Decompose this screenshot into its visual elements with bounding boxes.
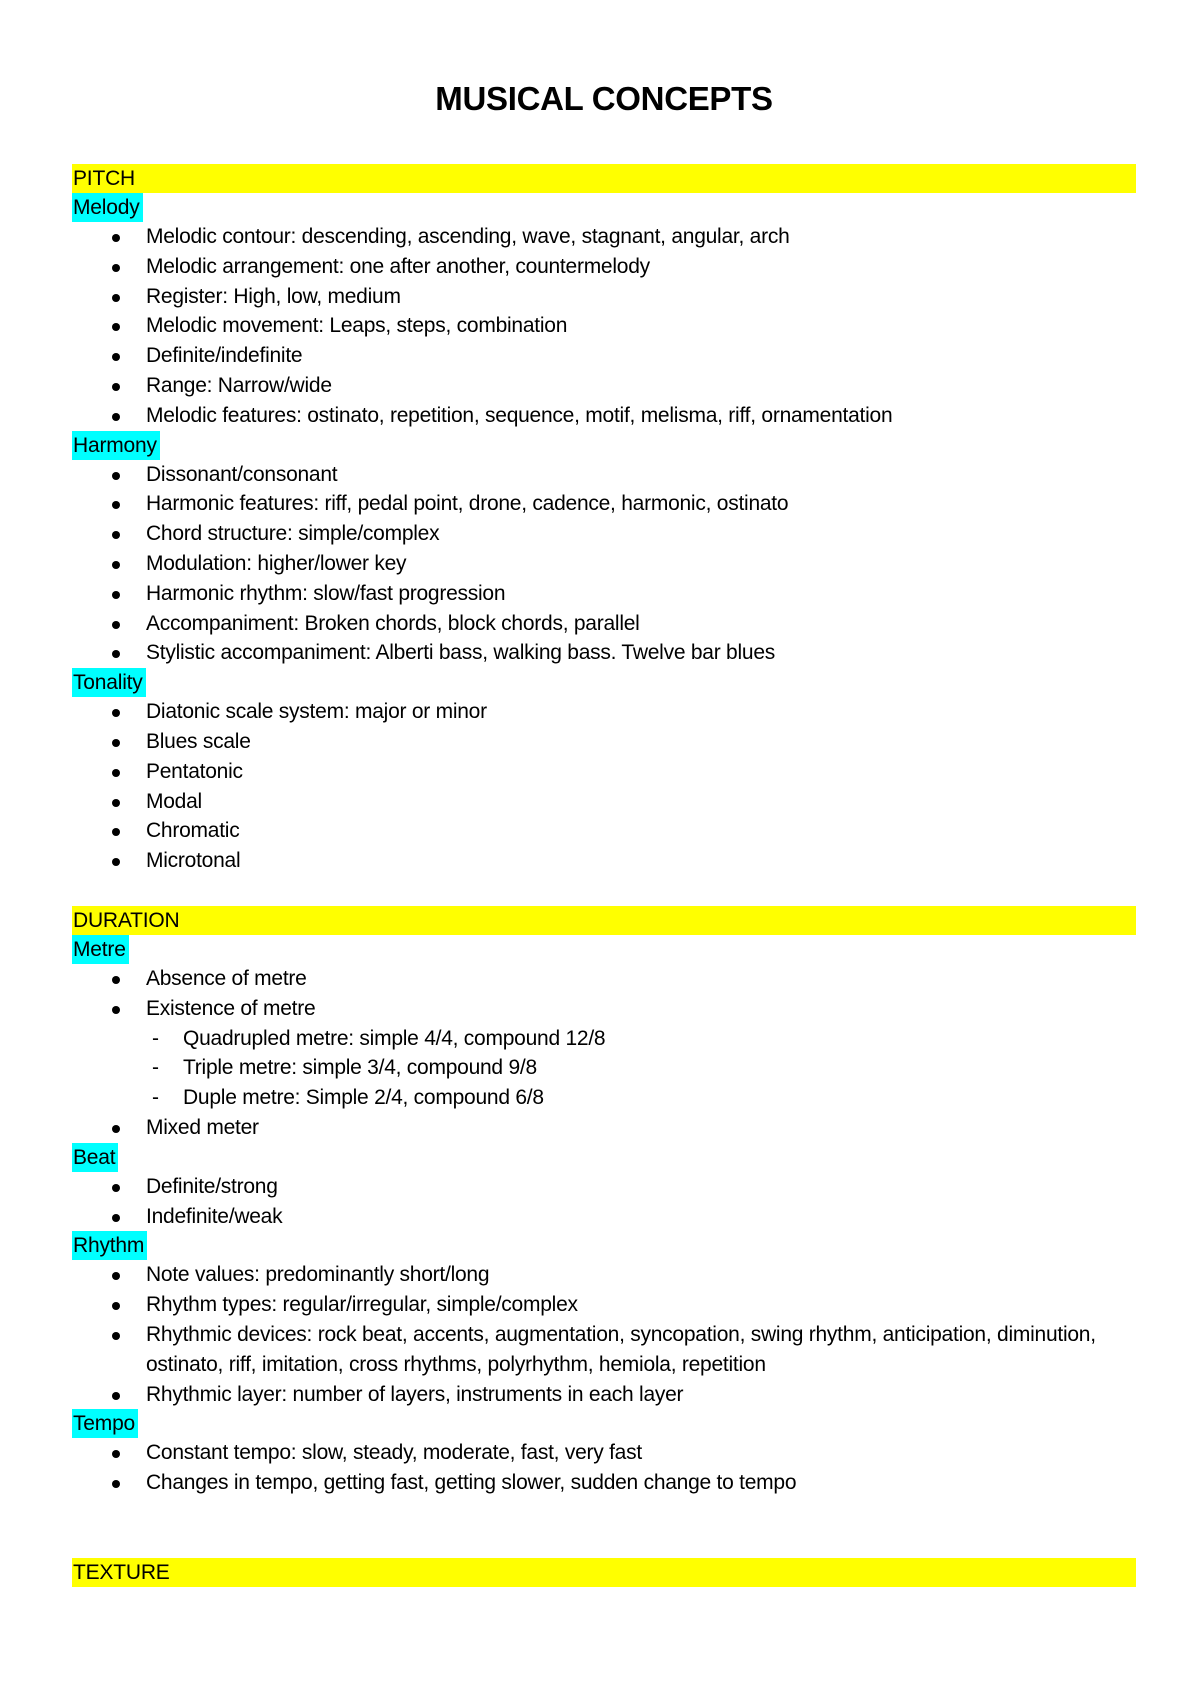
subsection-heading-beat: Beat: [72, 1143, 118, 1172]
list-item: Note values: predominantly short/long: [72, 1260, 1136, 1290]
list-item: Accompaniment: Broken chords, block chords, parallel: [72, 609, 1136, 639]
list-item: Definite/strong: [72, 1172, 1136, 1202]
list-item: Range: Narrow/wide: [72, 371, 1136, 401]
list-item: Melodic arrangement: one after another, countermelody: [72, 252, 1136, 282]
list-item: Register: High, low, medium: [72, 282, 1136, 312]
bullet-list: [72, 964, 1136, 1024]
list-item: Rhythmic devices: rock beat, accents, augmentation, syncopation, swing rhythm, anticipation, diminution, ostinato, riff, imitation, cross rhythms, polyrhythm, hemiola, repetition: [72, 1320, 1136, 1380]
list-item: Diatonic scale system: major or minor: [72, 697, 1136, 727]
bullet-list: [72, 1113, 1136, 1143]
bullet-icon: [112, 1480, 120, 1488]
bullet-icon: [112, 383, 120, 391]
bullet-icon: [112, 1214, 120, 1222]
bullet-icon: [112, 1184, 120, 1192]
bullet-icon: [112, 1392, 120, 1400]
bullet-icon: [112, 828, 120, 836]
list-item: Stylistic accompaniment: Alberti bass, walking bass. Twelve bar blues: [72, 638, 1136, 668]
bullet-icon: [112, 264, 120, 272]
bullet-icon: [112, 501, 120, 509]
bullet-icon: [112, 739, 120, 747]
bullet-icon: [112, 561, 120, 569]
section-heading: PITCH: [72, 164, 1136, 193]
bullet-icon: [112, 1006, 120, 1014]
document-title: MUSICAL CONCEPTS: [435, 80, 773, 117]
bullet-list: [72, 1172, 1136, 1232]
subsection-heading-tonality: Tonality: [72, 668, 146, 697]
bullet-icon: [112, 621, 120, 629]
subsection-heading-metre: Metre: [72, 935, 129, 964]
list-item: Microtonal: [72, 846, 1136, 876]
list-item: Modal: [72, 787, 1136, 817]
dash-list-item: - Triple metre: simple 3/4, compound 9/8: [72, 1053, 1136, 1083]
list-item: Definite/indefinite: [72, 341, 1136, 371]
bullet-icon: [112, 1125, 120, 1133]
bullet-icon: [112, 472, 120, 480]
bullet-icon: [112, 709, 120, 717]
section-texture: [72, 1558, 1136, 1587]
list-item: Harmonic rhythm: slow/fast progression: [72, 579, 1136, 609]
bullet-icon: [112, 1302, 120, 1310]
dash-icon: -: [152, 1026, 159, 1050]
bullet-list: [72, 697, 1136, 876]
bullet-icon: [112, 858, 120, 866]
list-item: Constant tempo: slow, steady, moderate, fast, very fast: [72, 1438, 1136, 1468]
bullet-list: [72, 1438, 1136, 1498]
list-item: Absence of metre: [72, 964, 1136, 994]
list-item: Dissonant/consonant: [72, 460, 1136, 490]
list-item: Changes in tempo, getting fast, getting slower, sudden change to tempo: [72, 1468, 1136, 1498]
bullet-list: [72, 1260, 1136, 1409]
list-item: Modulation: higher/lower key: [72, 549, 1136, 579]
list-item: Rhythmic layer: number of layers, instruments in each layer: [72, 1380, 1136, 1410]
subsection-heading-rhythm: Rhythm: [72, 1231, 147, 1260]
subsection-heading-melody: Melody: [72, 193, 143, 222]
list-item: Pentatonic: [72, 757, 1136, 787]
dash-list-item: - Quadrupled metre: simple 4/4, compound 12/8: [72, 1024, 1136, 1054]
subsection-heading-tempo: Tempo: [72, 1409, 138, 1438]
subsection-heading-harmony: Harmony: [72, 431, 160, 460]
bullet-icon: [112, 531, 120, 539]
bullet-icon: [112, 234, 120, 242]
section-heading: DURATION: [72, 906, 1136, 935]
bullet-list: [72, 222, 1136, 431]
bullet-icon: [112, 413, 120, 421]
list-item: Melodic movement: Leaps, steps, combination: [72, 311, 1136, 341]
bullet-icon: [112, 976, 120, 984]
list-item: Melodic features: ostinato, repetition, sequence, motif, melisma, riff, ornamentation: [72, 401, 1136, 431]
bullet-list: [72, 460, 1136, 669]
list-item: Existence of metre: [72, 994, 1136, 1024]
bullet-icon: [112, 323, 120, 331]
list-item: Chromatic: [72, 816, 1136, 846]
bullet-icon: [112, 353, 120, 361]
list-item: Mixed meter: [72, 1113, 1136, 1143]
list-item: Harmonic features: riff, pedal point, drone, cadence, harmonic, ostinato: [72, 489, 1136, 519]
dash-list-item: - Duple metre: Simple 2/4, compound 6/8: [72, 1083, 1136, 1113]
list-item: Chord structure: simple/complex: [72, 519, 1136, 549]
bullet-icon: [112, 1450, 120, 1458]
section-heading: TEXTURE: [72, 1558, 1136, 1587]
list-item: Indefinite/weak: [72, 1202, 1136, 1232]
dash-icon: -: [152, 1086, 159, 1110]
bullet-icon: [112, 1272, 120, 1280]
bullet-icon: [112, 591, 120, 599]
list-item: Blues scale: [72, 727, 1136, 757]
list-item: Melodic contour: descending, ascending, wave, stagnant, angular, arch: [72, 222, 1136, 252]
list-item: Rhythm types: regular/irregular, simple/complex: [72, 1290, 1136, 1320]
dash-list: [72, 1024, 1136, 1113]
bullet-icon: [112, 769, 120, 777]
section-pitch: [72, 164, 1136, 876]
bullet-icon: [112, 799, 120, 807]
dash-icon: -: [152, 1056, 159, 1080]
bullet-icon: [112, 650, 120, 658]
bullet-icon: [112, 1332, 120, 1340]
bullet-icon: [112, 294, 120, 302]
section-duration: [72, 906, 1136, 1498]
